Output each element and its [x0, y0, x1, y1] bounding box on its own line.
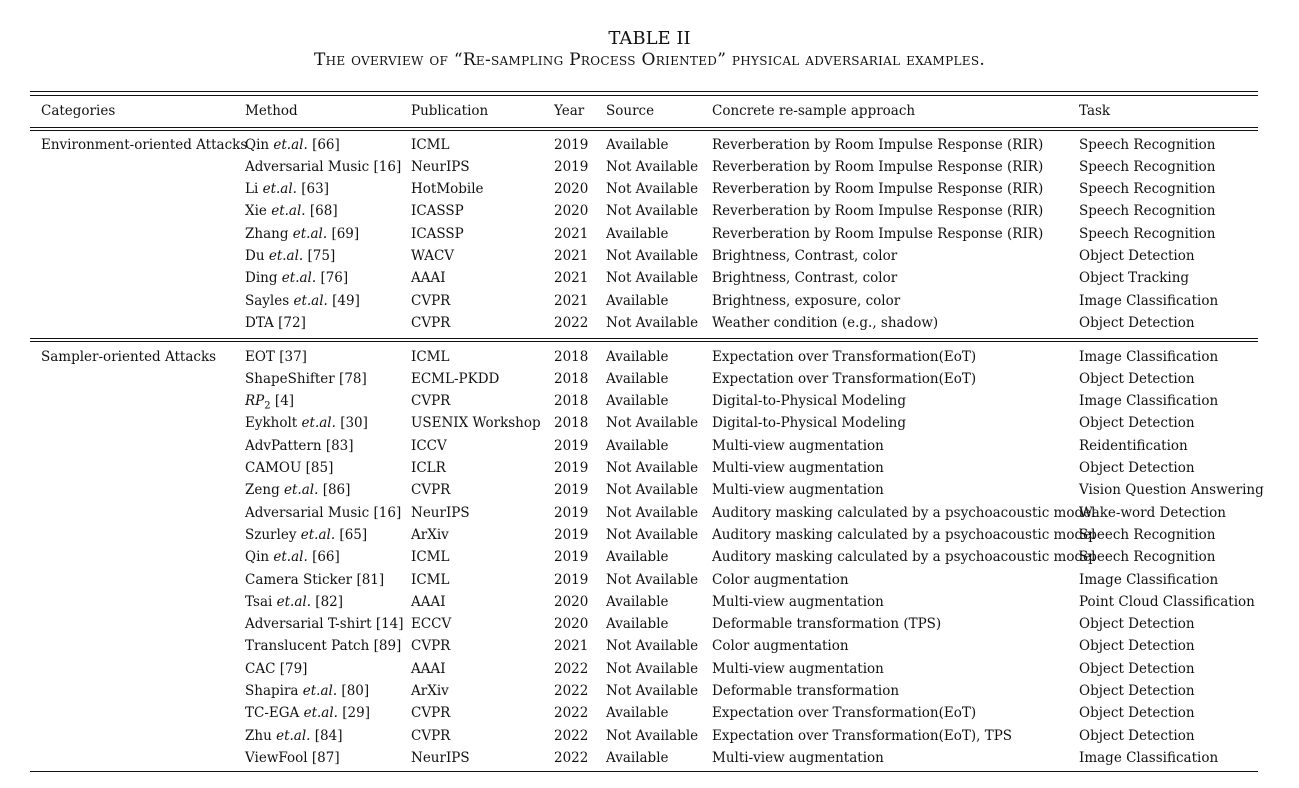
method-cell: [245, 616, 404, 632]
category-label: Environment-oriented Attacks: [41, 136, 248, 153]
approach-cell: Expectation over Transformation(EoT): [712, 370, 977, 387]
method-reference: [82]: [315, 593, 344, 610]
method-reference: [79]: [279, 660, 308, 677]
method-reference: [16]: [373, 158, 402, 175]
task-cell: Speech Recognition: [1079, 526, 1216, 543]
method-name: Camera Sticker: [245, 571, 353, 588]
method-name: AdvPattern: [245, 437, 322, 454]
group-separator-rule-2: [30, 341, 1258, 342]
task-cell: Speech Recognition: [1079, 158, 1216, 175]
method-cell: [245, 638, 401, 654]
publication-cell: ArXiv: [411, 526, 449, 543]
year-cell: 2021: [554, 248, 589, 264]
source-cell: Not Available: [606, 415, 699, 432]
source-cell: Not Available: [606, 203, 699, 220]
year-cell: 2019: [554, 460, 589, 476]
year-cell: 2021: [554, 270, 589, 287]
year-cell: 2022: [554, 727, 589, 744]
group-separator-rule-1: [30, 338, 1258, 339]
source-cell: Not Available: [606, 482, 699, 499]
method-name: Du: [245, 248, 265, 264]
approach-cell: Digital-to-Physical Modeling: [712, 415, 906, 432]
method-reference: [83]: [325, 437, 354, 454]
source-cell: Available: [606, 292, 669, 309]
source-cell: Not Available: [606, 571, 699, 588]
year-cell: 2020: [554, 593, 589, 610]
approach-cell: Reverberation by Room Impulse Response (RIR): [712, 203, 1044, 220]
header-publication: Publication: [411, 103, 489, 119]
header-source: Source: [606, 103, 655, 119]
task-cell: Image Classification: [1079, 348, 1219, 365]
etal-text: et.al.: [262, 181, 297, 198]
approach-cell: Expectation over Transformation(EoT): [712, 705, 977, 722]
etal-text: et.al.: [300, 526, 336, 543]
method-name: Qin: [245, 549, 270, 566]
method-name: CAMOU: [245, 460, 302, 476]
method-reference: [84]: [314, 727, 343, 744]
publication-cell: NeurIPS: [411, 504, 470, 521]
method-reference: [85]: [305, 460, 334, 476]
year-cell: 2020: [554, 616, 589, 633]
method-name: CAC: [245, 660, 276, 677]
year-cell: 2018: [554, 370, 589, 387]
method-reference: [30]: [340, 415, 368, 432]
publication-cell: CVPR: [411, 638, 451, 655]
method-cell: [245, 159, 401, 175]
publication-cell: ECML-PKDD: [411, 370, 500, 387]
approach-cell: Brightness, Contrast, color: [712, 248, 898, 264]
year-cell: 2021: [554, 638, 589, 655]
task-cell: Object Detection: [1079, 460, 1195, 476]
method-name: Shapira: [245, 683, 299, 699]
method-reference: [66]: [312, 549, 340, 566]
approach-cell: Color augmentation: [712, 638, 849, 655]
task-cell: Object Detection: [1079, 248, 1195, 264]
source-cell: Not Available: [606, 270, 699, 287]
method-name: ShapeShifter: [245, 370, 335, 387]
source-cell: Available: [606, 136, 669, 153]
approach-cell: Multi-view augmentation: [712, 593, 884, 610]
method-cell: [245, 661, 307, 677]
publication-cell: CVPR: [411, 393, 451, 410]
task-cell: Point Cloud Classification: [1079, 593, 1255, 610]
task-cell: Image Classification: [1079, 749, 1219, 766]
approach-cell: Brightness, exposure, color: [712, 292, 901, 309]
method-reference: [86]: [322, 482, 351, 499]
source-cell: Available: [606, 616, 669, 633]
source-cell: Not Available: [606, 504, 699, 521]
etal-text: et.al.: [276, 727, 311, 744]
task-cell: Speech Recognition: [1079, 203, 1216, 220]
task-cell: Image Classification: [1079, 393, 1219, 410]
approach-cell: Multi-view augmentation: [712, 660, 884, 677]
publication-cell: HotMobile: [411, 181, 484, 198]
top-rule-2: [30, 95, 1258, 96]
method-name: Qin: [245, 136, 270, 153]
year-cell: 2019: [554, 158, 589, 175]
source-cell: Available: [606, 593, 669, 610]
method-name: EOT: [245, 348, 275, 365]
method-cell: [245, 315, 306, 331]
task-cell: Object Detection: [1079, 415, 1195, 432]
task-cell: Object Detection: [1079, 705, 1195, 722]
header-approach: Concrete re-sample approach: [712, 103, 916, 119]
method-name: Eykholt: [245, 415, 298, 432]
task-cell: Object Detection: [1079, 370, 1195, 387]
task-cell: Object Detection: [1079, 638, 1195, 655]
source-cell: Not Available: [606, 526, 699, 543]
method-name: TC-EGA: [245, 705, 300, 722]
method-cell: [245, 527, 367, 543]
year-cell: 2019: [554, 571, 589, 588]
method-reference: [37]: [279, 348, 307, 365]
header-categories: Categories: [41, 103, 116, 119]
year-cell: 2019: [554, 526, 589, 543]
approach-cell: Deformable transformation (TPS): [712, 616, 942, 633]
header-year: Year: [554, 103, 585, 119]
method-cell: [245, 594, 343, 610]
method-cell: [245, 505, 401, 521]
approach-cell: Brightness, Contrast, color: [712, 270, 898, 287]
source-cell: Not Available: [606, 158, 699, 175]
method-name: Ding: [245, 270, 278, 287]
etal-text: et.al.: [301, 415, 336, 432]
method-reference: [72]: [278, 314, 306, 331]
method-cell: [245, 438, 354, 454]
method-name: Zhang: [245, 225, 289, 242]
source-cell: Available: [606, 705, 669, 722]
source-cell: Available: [606, 225, 669, 242]
method-cell: [245, 181, 329, 197]
task-cell: Vision Question Answering: [1079, 482, 1264, 499]
method-reference: [65]: [339, 526, 368, 543]
year-cell: 2018: [554, 393, 589, 410]
method-cell: [245, 137, 340, 153]
method-cell: [245, 371, 367, 387]
year-cell: 2019: [554, 504, 589, 521]
method-reference: [76]: [320, 270, 349, 287]
method-cell: [245, 226, 359, 242]
publication-cell: CVPR: [411, 482, 451, 499]
year-cell: 2022: [554, 749, 589, 766]
source-cell: Available: [606, 393, 669, 410]
method-reference: [49]: [332, 292, 360, 309]
top-rule-1: [30, 91, 1258, 92]
method-reference: [80]: [341, 683, 370, 699]
task-cell: Wake-word Detection: [1079, 504, 1226, 521]
task-cell: Reidentification: [1079, 437, 1188, 454]
method-cell: [245, 705, 370, 721]
task-cell: Speech Recognition: [1079, 225, 1216, 242]
approach-cell: Weather condition (e.g., shadow): [712, 314, 939, 331]
etal-text: et.al.: [271, 203, 306, 220]
approach-cell: Deformable transformation: [712, 683, 900, 699]
etal-text: et.al.: [276, 593, 311, 610]
etal-text: et.al.: [281, 270, 317, 287]
source-cell: Not Available: [606, 683, 699, 699]
method-name: Xie: [245, 203, 267, 220]
publication-cell: CVPR: [411, 292, 451, 309]
task-cell: Speech Recognition: [1079, 181, 1216, 198]
source-cell: Available: [606, 370, 669, 387]
task-cell: Object Detection: [1079, 660, 1195, 677]
method-name: DTA: [245, 314, 274, 331]
publication-cell: ICML: [411, 571, 450, 588]
header-rule-2: [30, 130, 1258, 131]
method-reference: [87]: [311, 749, 340, 766]
task-cell: Image Classification: [1079, 571, 1219, 588]
source-cell: Not Available: [606, 460, 699, 476]
year-cell: 2020: [554, 181, 589, 198]
method-reference: [29]: [342, 705, 370, 722]
category-label: Sampler-oriented Attacks: [41, 348, 217, 365]
year-cell: 2019: [554, 437, 589, 454]
method-cell: [245, 460, 333, 476]
publication-cell: CVPR: [411, 314, 451, 331]
approach-cell: Auditory masking calculated by a psychoacoustic model: [712, 526, 1096, 543]
publication-cell: AAAI: [411, 660, 446, 677]
method-cell: [245, 270, 348, 286]
method-name: ViewFool: [245, 749, 308, 766]
approach-cell: Expectation over Transformation(EoT), TPS: [712, 727, 1013, 744]
task-cell: Object Detection: [1079, 616, 1195, 633]
approach-cell: Reverberation by Room Impulse Response (RIR): [712, 158, 1044, 175]
publication-cell: ICCV: [411, 437, 447, 454]
method-name: Sayles: [245, 292, 290, 309]
approach-cell: Reverberation by Room Impulse Response (RIR): [712, 225, 1044, 242]
method-name: Li: [245, 181, 259, 198]
method-reference: [66]: [312, 136, 340, 153]
task-cell: Speech Recognition: [1079, 136, 1216, 153]
method-name: Translucent Patch: [245, 638, 370, 655]
table-caption: The overview of “Re-sampling Process Oriented” physical adversarial examples.: [313, 50, 986, 70]
approach-cell: Auditory masking calculated by a psychoacoustic model: [712, 549, 1096, 566]
etal-text: et.al.: [292, 225, 328, 242]
year-cell: 2020: [554, 203, 589, 220]
method-reference: [69]: [331, 225, 360, 242]
etal-text: et.al.: [273, 136, 308, 153]
task-cell: Object Detection: [1079, 727, 1195, 744]
task-cell: Speech Recognition: [1079, 549, 1216, 566]
method-cell: [245, 482, 350, 498]
year-cell: 2021: [554, 292, 589, 309]
approach-cell: Reverberation by Room Impulse Response (RIR): [712, 181, 1044, 198]
approach-cell: Multi-view augmentation: [712, 482, 884, 499]
method-name: Tsai: [245, 593, 273, 610]
method-reference: [75]: [307, 248, 336, 264]
task-cell: Object Tracking: [1079, 270, 1190, 287]
etal-text: et.al.: [293, 292, 328, 309]
approach-cell: Reverberation by Room Impulse Response (RIR): [712, 136, 1044, 153]
task-cell: Image Classification: [1079, 292, 1219, 309]
task-cell: Object Detection: [1079, 314, 1195, 331]
header-task: Task: [1079, 103, 1111, 119]
publication-cell: CVPR: [411, 727, 451, 744]
source-cell: Available: [606, 437, 669, 454]
approach-cell: Multi-view augmentation: [712, 437, 884, 454]
method-subscript: 2: [264, 400, 271, 412]
year-cell: 2019: [554, 549, 589, 566]
approach-cell: Digital-to-Physical Modeling: [712, 393, 906, 410]
publication-cell: AAAI: [411, 270, 446, 287]
publication-cell: ICASSP: [411, 225, 464, 242]
publication-cell: ECCV: [411, 616, 452, 633]
header-rule-1: [30, 127, 1258, 128]
method-name: Adversarial Music: [245, 504, 370, 521]
method-cell: [245, 750, 340, 766]
table-number: TABLE II: [608, 28, 691, 49]
approach-cell: Multi-view augmentation: [712, 460, 884, 476]
source-cell: Available: [606, 749, 669, 766]
source-cell: Not Available: [606, 314, 699, 331]
approach-cell: Color augmentation: [712, 571, 849, 588]
etal-text: et.al.: [273, 549, 308, 566]
source-cell: Not Available: [606, 660, 699, 677]
year-cell: 2019: [554, 482, 589, 499]
publication-cell: USENIX Workshop: [411, 415, 541, 432]
method-reference: [78]: [339, 370, 367, 387]
publication-cell: ICML: [411, 549, 450, 566]
method-cell: [245, 683, 369, 699]
method-reference: [63]: [301, 181, 329, 198]
etal-text: et.al.: [302, 683, 338, 699]
method-name: RP: [245, 393, 265, 410]
publication-cell: ICML: [411, 136, 450, 153]
year-cell: 2022: [554, 683, 589, 699]
method-cell: [245, 728, 342, 744]
method-cell: [245, 549, 340, 565]
method-cell: [245, 248, 335, 264]
year-cell: 2019: [554, 136, 589, 153]
year-cell: 2022: [554, 705, 589, 722]
method-reference: [89]: [373, 638, 402, 655]
source-cell: Not Available: [606, 638, 699, 655]
method-cell: [245, 393, 294, 415]
publication-cell: NeurIPS: [411, 749, 470, 766]
source-cell: Not Available: [606, 181, 699, 198]
task-cell: Object Detection: [1079, 683, 1195, 699]
publication-cell: ICASSP: [411, 203, 464, 220]
etal-text: et.al.: [284, 482, 319, 499]
method-cell: [245, 203, 338, 219]
method-name: Adversarial Music: [245, 158, 370, 175]
method-cell: [245, 572, 384, 588]
year-cell: 2021: [554, 225, 589, 242]
etal-text: et.al.: [268, 248, 304, 264]
bottom-rule: [30, 771, 1258, 772]
method-name: Adversarial T-shirt: [245, 616, 372, 633]
source-cell: Not Available: [606, 727, 699, 744]
publication-cell: ICLR: [411, 460, 446, 476]
method-cell: [245, 415, 368, 431]
method-name: Szurley: [245, 526, 297, 543]
year-cell: 2022: [554, 660, 589, 677]
source-cell: Available: [606, 549, 669, 566]
year-cell: 2018: [554, 415, 589, 432]
method-reference: [4]: [274, 393, 295, 410]
method-name: Zhu: [245, 727, 272, 744]
source-cell: Available: [606, 348, 669, 365]
approach-cell: Auditory masking calculated by a psychoacoustic model: [712, 504, 1096, 521]
method-reference: [16]: [373, 504, 402, 521]
method-cell: [245, 349, 307, 365]
method-reference: [14]: [375, 616, 404, 633]
header-method: Method: [245, 103, 298, 119]
source-cell: Not Available: [606, 248, 699, 264]
method-reference: [81]: [356, 571, 385, 588]
publication-cell: WACV: [411, 248, 455, 264]
method-name: Zeng: [245, 482, 280, 499]
method-cell: [245, 293, 360, 309]
etal-text: et.al.: [303, 705, 338, 722]
approach-cell: Expectation over Transformation(EoT): [712, 348, 977, 365]
publication-cell: ICML: [411, 348, 450, 365]
approach-cell: Multi-view augmentation: [712, 749, 884, 766]
publication-cell: ArXiv: [411, 683, 449, 699]
year-cell: 2018: [554, 348, 589, 365]
year-cell: 2022: [554, 314, 589, 331]
publication-cell: AAAI: [411, 593, 446, 610]
publication-cell: CVPR: [411, 705, 451, 722]
method-reference: [68]: [309, 203, 338, 220]
publication-cell: NeurIPS: [411, 158, 470, 175]
